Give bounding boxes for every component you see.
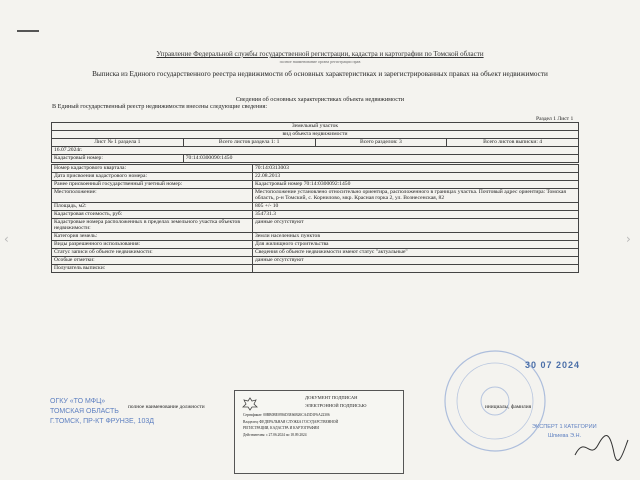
chevron-left-icon[interactable]: ‹ bbox=[4, 232, 9, 246]
signature-owner-2: РЕГИСТРАЦИИ, КАДАСТРА И КАРТОГРАФИИ bbox=[243, 426, 319, 430]
cadastral-number-label: Кадастровый номер: bbox=[52, 155, 184, 163]
date-stamp: 30 07 2024 bbox=[525, 360, 581, 370]
row-label: Дата присвоения кадастрового номера: bbox=[52, 173, 253, 181]
extract-title: Выписка из Единого государственного реестра недвижимости об основных характеристиках и зарегистрированных правах на объект недвижимости bbox=[92, 70, 548, 78]
row-value: данные отсутствуют bbox=[253, 256, 579, 264]
table-row bbox=[52, 264, 579, 272]
row-label: Особые отметки: bbox=[52, 256, 253, 264]
table-row bbox=[52, 232, 579, 240]
corner-dash bbox=[17, 30, 39, 32]
signature-owner: Владелец: ФЕДЕРАЛЬНАЯ СЛУЖБА ГОСУДАРСТВЕННОЙ bbox=[243, 420, 339, 424]
table-row bbox=[52, 210, 579, 218]
row-label: Кадастровые номера расположенных в пределах земельного участка объектов недвижимости: bbox=[52, 218, 253, 232]
object-header-table bbox=[51, 122, 579, 163]
stamp-left-line2: ТОМСКАЯ ОБЛАСТЬ bbox=[50, 408, 119, 415]
row-value bbox=[253, 264, 579, 272]
row-value: Сведения об объекте недвижимости имеют статус "актуальные" bbox=[253, 248, 579, 256]
characteristics-table bbox=[51, 164, 579, 273]
intro-text: В Единый государственный реестр недвижимости внесены следующие сведения: bbox=[52, 103, 268, 110]
sections-total: Всего разделов: 3 bbox=[315, 139, 447, 147]
authority-name: Управление Федеральной службы государственной регистрации, кадастра и картографии по Томской области bbox=[156, 50, 484, 58]
table-row bbox=[52, 189, 579, 203]
row-label: Виды разрешенного использования: bbox=[52, 240, 253, 248]
sheet-number: Лист № 1 раздела 1 bbox=[52, 139, 184, 147]
row-label: Площадь, м2: bbox=[52, 202, 253, 210]
sheets-total: Всего листов выписки: 4 bbox=[447, 139, 579, 147]
table-row bbox=[52, 256, 579, 264]
signature-icon bbox=[570, 425, 630, 465]
row-value: Для жилищного строительства bbox=[253, 240, 579, 248]
emblem-icon bbox=[241, 397, 259, 411]
row-value: Земли населенных пунктов bbox=[253, 232, 579, 240]
authority-caption: полное наименование органа регистрации прав bbox=[279, 59, 361, 64]
table-row bbox=[52, 240, 579, 248]
row-label: Ранее присвоенный государственный учетный номер: bbox=[52, 181, 253, 189]
section-title: Сведения об основных характеристиках объекта недвижимости bbox=[235, 96, 405, 103]
object-type: Земельный участок bbox=[52, 123, 579, 131]
row-value: 70:14:0313003 bbox=[253, 165, 579, 173]
row-value: 354731.3 bbox=[253, 210, 579, 218]
signature-certificate: Сертификат: 00BB0BE0936D3E66B26CA45D1F6A22306 bbox=[243, 413, 330, 417]
row-value: Местоположение установлено относительно ориентира, расположенного в границах участка. Почтовый адрес ориентира: Томская область, р-н Томский, с. Корнилово, мкр. Красная горка 2, ул. Вознесенская, 82 bbox=[253, 189, 579, 203]
cadastral-number-value: 70:14:0300090:1450 bbox=[183, 155, 578, 163]
signature-title: ДОКУМЕНТ ПОДПИСАН bbox=[305, 395, 358, 400]
extract-date: 16.07.2024г. bbox=[52, 147, 579, 155]
table-row bbox=[52, 218, 579, 232]
position-label: полное наименование должности bbox=[128, 404, 205, 410]
signature-subtitle: ЭЛЕКТРОННОЙ ПОДПИСЬЮ bbox=[305, 403, 367, 408]
table-row bbox=[52, 173, 579, 181]
stamp-left-line3: Г.ТОМСК, ПР-КТ ФРУНЗЕ, 103Д bbox=[50, 418, 155, 425]
sheets-in-section: Всего листов раздела 1: 1 bbox=[183, 139, 315, 147]
row-value: данные отсутствуют bbox=[253, 218, 579, 232]
expert-name: Шпиева Э.Н. bbox=[548, 433, 582, 439]
signature-validity: Действителен: с 27.06.2024 по 18.09.2024 bbox=[243, 433, 307, 437]
expert-title: ЭКСПЕРТ 1 КАТЕГОРИИ bbox=[532, 424, 597, 430]
row-label: Номер кадастрового квартала: bbox=[52, 165, 253, 173]
stamp-left-line1: ОГКУ «ТО МФЦ» bbox=[50, 398, 106, 405]
table-row bbox=[52, 181, 579, 189]
row-label: Категория земель: bbox=[52, 232, 253, 240]
table-row bbox=[52, 165, 579, 173]
row-label: Получатель выписки: bbox=[52, 264, 253, 272]
table-row bbox=[52, 248, 579, 256]
row-value: 22.08.2013 bbox=[253, 173, 579, 181]
chevron-right-icon[interactable]: › bbox=[626, 232, 631, 246]
object-kind-caption: вид объекта недвижимости bbox=[52, 131, 579, 139]
page-reference: Раздел 1 Лист 1 bbox=[536, 116, 574, 122]
row-label: Кадастровая стоимость, руб: bbox=[52, 210, 253, 218]
row-value: Кадастровый номер 70:14:0300092:1450 bbox=[253, 181, 579, 189]
row-label: Статус записи об объекте недвижимости: bbox=[52, 248, 253, 256]
row-value: 805 +/- 10 bbox=[253, 202, 579, 210]
electronic-signature-box bbox=[234, 390, 404, 474]
row-label: Местоположение: bbox=[52, 189, 253, 203]
table-row bbox=[52, 202, 579, 210]
name-label: инициалы, фамилия bbox=[485, 404, 532, 410]
